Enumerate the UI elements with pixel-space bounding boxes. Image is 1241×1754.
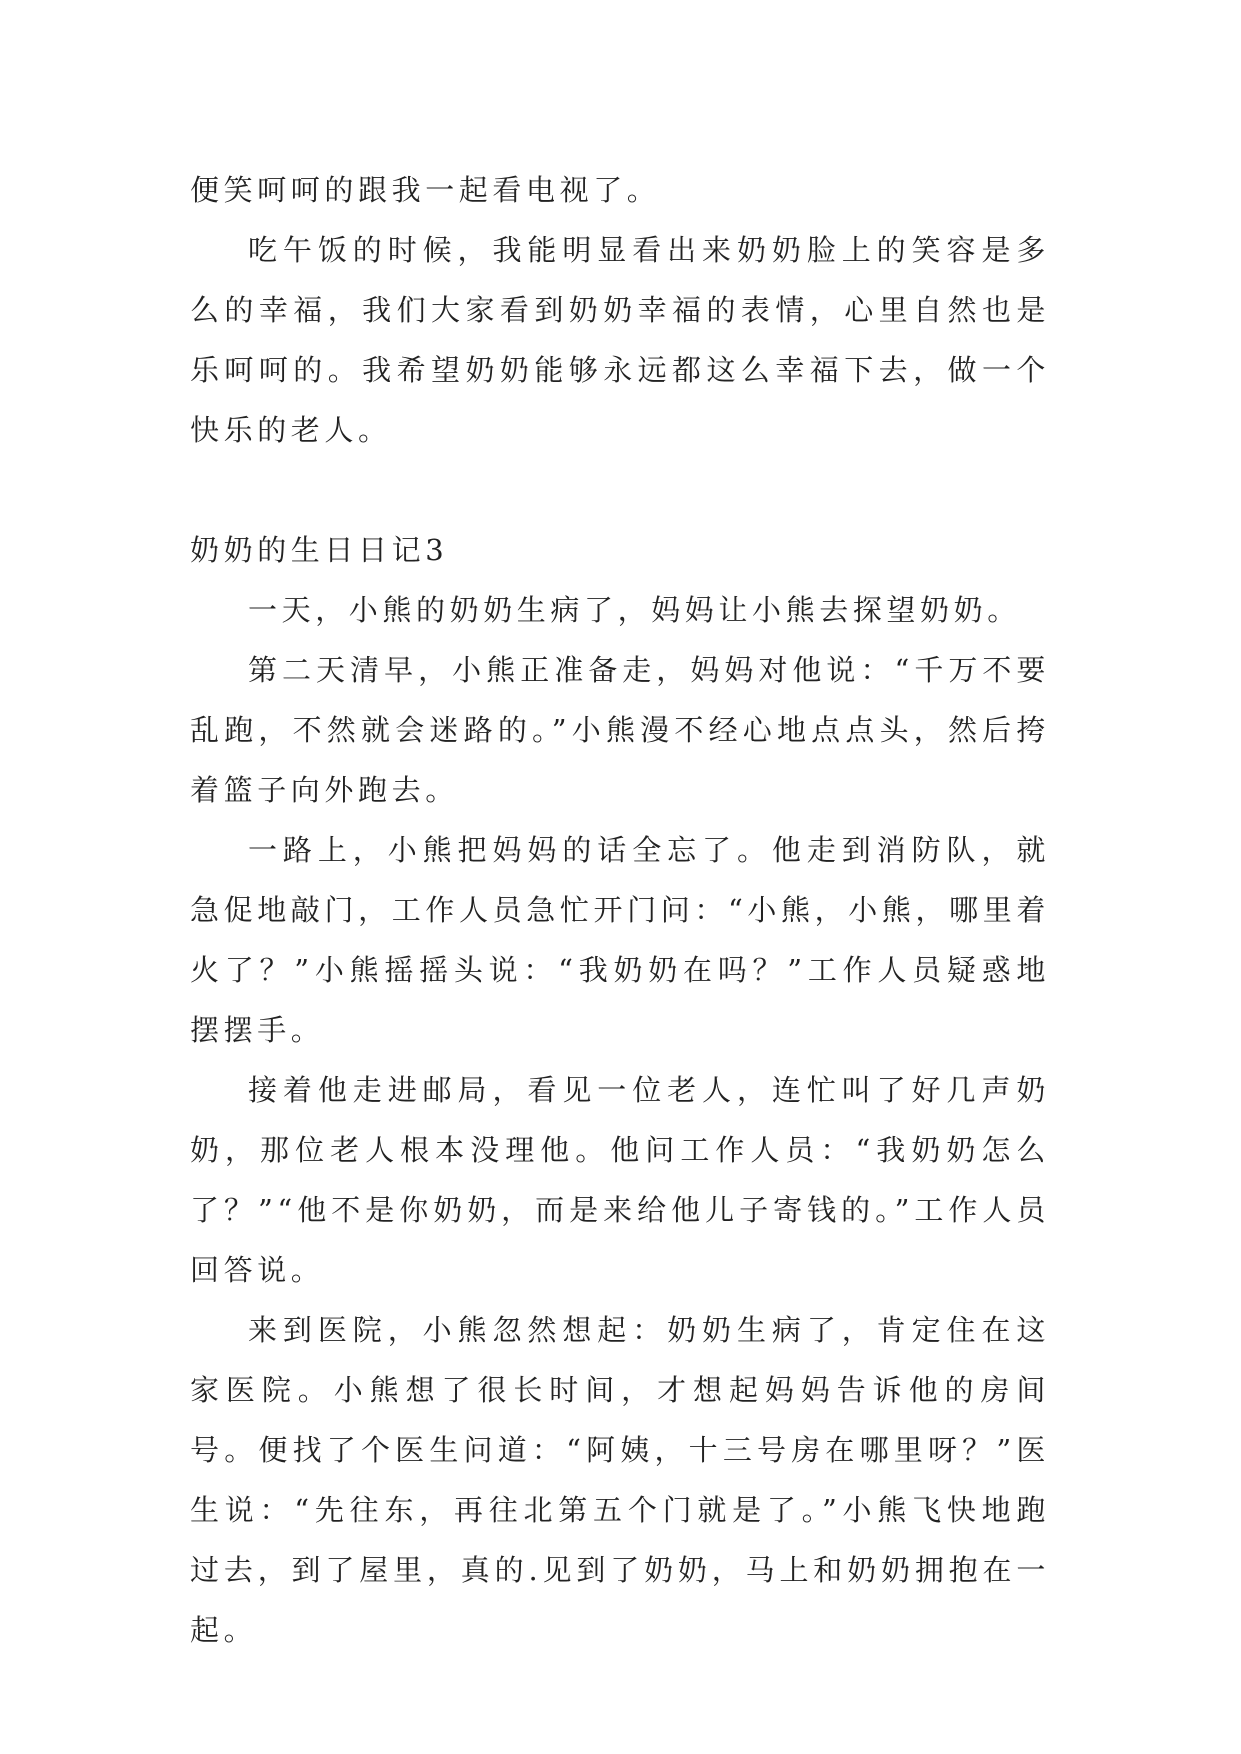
story-paragraph-5: 来到医院，小熊忽然想起：奶奶生病了，肯定住在这家医院。小熊想了很长时间，才想起妈妈告诉他的房间号。便找了个医生问道：“阿姨，十三号房在哪里呀？”医生说：“先往东，再往北第五个门就是了。”小熊飞快地跑过去，到了屋里，真的.见到了奶奶，马上和奶奶拥抱在一起。	[190, 1313, 1050, 1647]
document-body	[190, 160, 1050, 1660]
lunch-paragraph: 吃午饭的时候，我能明显看出来奶奶脸上的笑容是多么的幸福，我们大家看到奶奶幸福的表情，心里自然也是乐呵呵的。我希望奶奶能够永远都这么幸福下去，做一个快乐的老人。	[190, 233, 1050, 447]
story-paragraph-3: 一路上，小熊把妈妈的话全忘了。他走到消防队，就急促地敲门，工作人员急忙开门问：“小熊，小熊，哪里着火了？”小熊摇摇头说：“我奶奶在吗？”工作人员疑惑地摆摆手。	[190, 833, 1050, 1047]
continuation-paragraph: 便笑呵呵的跟我一起看电视了。	[190, 173, 661, 207]
story-paragraph-1: 一天，小熊的奶奶生病了，妈妈让小熊去探望奶奶。	[248, 593, 1021, 627]
story-paragraph-2: 第二天清早，小熊正准备走，妈妈对他说：“千万不要乱跑，不然就会迷路的。”小熊漫不经心地点点头，然后挎着篮子向外跑去。	[190, 653, 1050, 807]
section-title: 奶奶的生日日记3	[190, 533, 449, 567]
story-paragraph-4: 接着他走进邮局，看见一位老人，连忙叫了好几声奶奶，那位老人根本没理他。他问工作人员：“我奶奶怎么了？”“他不是你奶奶，而是来给他儿子寄钱的。”工作人员回答说。	[190, 1073, 1050, 1287]
section-spacer	[190, 460, 1050, 520]
